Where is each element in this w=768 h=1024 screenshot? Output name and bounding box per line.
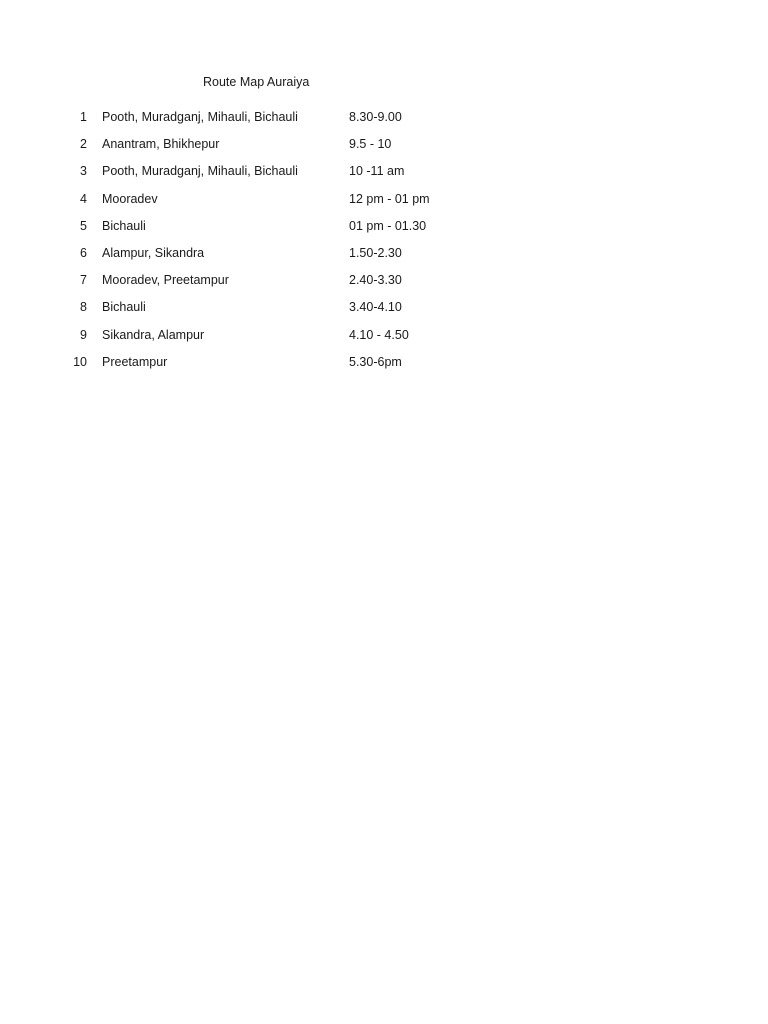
route-time: 4.10 - 4.50 [349, 327, 409, 342]
route-places: Pooth, Muradganj, Mihauli, Bichauli [102, 110, 298, 124]
route-number: 5 [80, 218, 87, 233]
route-time: 2.40-3.30 [349, 273, 402, 288]
route-places: Pooth, Muradganj, Mihauli, Bichauli [102, 164, 298, 179]
route-places: Sikandra, Alampur [102, 327, 205, 342]
table-row [60, 158, 480, 185]
route-number: 6 [80, 245, 87, 260]
table-row [60, 213, 480, 240]
route-table [60, 104, 480, 376]
route-places: Alampur, Sikandra [102, 245, 205, 260]
route-number: 9 [80, 327, 87, 342]
route-places: Bichauli [102, 300, 146, 315]
route-places: Mooradev [102, 191, 158, 206]
route-places: Bichauli [102, 218, 146, 233]
route-time: 12 pm - 01 pm [349, 191, 430, 206]
route-time: 5.30-6pm [349, 354, 402, 369]
table-row [60, 349, 480, 376]
table-row [60, 322, 480, 349]
route-number: 1 [80, 110, 87, 124]
table-row [60, 186, 480, 213]
route-time: 01 pm - 01.30 [349, 218, 427, 233]
table-row [60, 240, 480, 267]
route-places: Preetampur [102, 354, 168, 369]
route-time: 8.30-9.00 [349, 110, 402, 124]
table-row [60, 131, 480, 158]
route-places: Anantram, Bhikhepur [102, 137, 220, 152]
table-row [60, 104, 480, 131]
route-number: 8 [80, 300, 87, 315]
route-time: 3.40-4.10 [349, 300, 402, 315]
table-row [60, 294, 480, 321]
route-number: 10 [73, 354, 87, 369]
route-number: 2 [80, 137, 87, 152]
route-time: 1.50-2.30 [349, 245, 402, 260]
route-number: 7 [80, 273, 87, 288]
table-row [60, 267, 480, 294]
route-time: 9.5 - 10 [349, 137, 392, 152]
route-places: Mooradev, Preetampur [102, 273, 229, 288]
route-number: 3 [80, 164, 87, 179]
page-title: Route Map Auraiya [203, 75, 310, 89]
route-number: 4 [80, 191, 87, 206]
route-time: 10 -11 am [349, 164, 405, 179]
